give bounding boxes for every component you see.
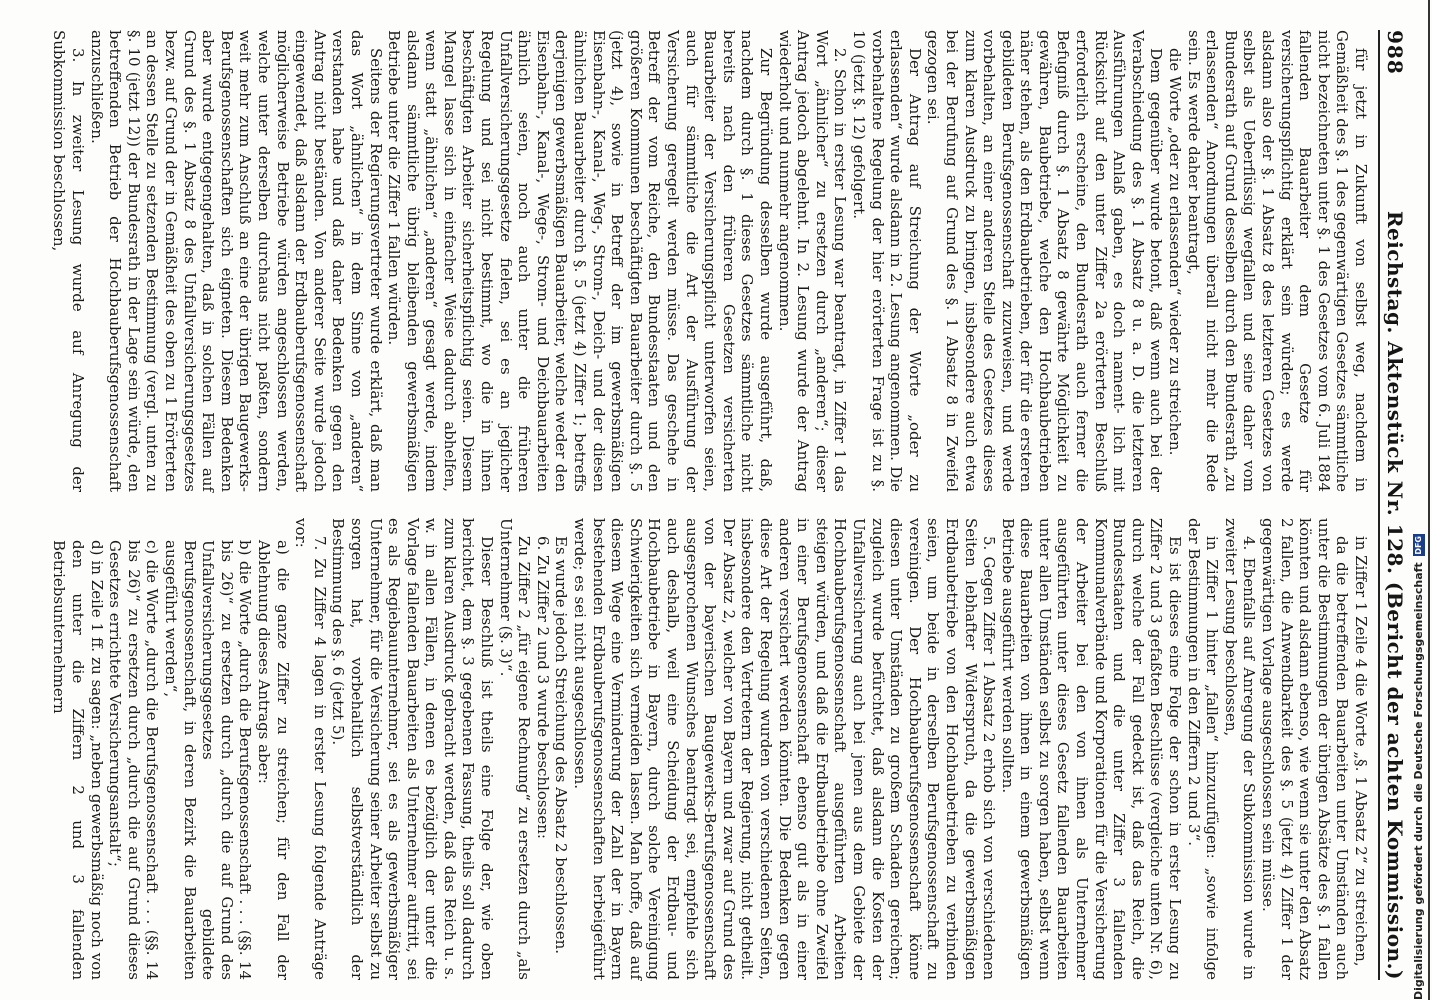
right-column — [50, 518, 1370, 980]
rotated-page — [50, 30, 1410, 990]
page-number: 988 — [1383, 30, 1407, 75]
page-header — [1378, 30, 1410, 980]
left-column-paragraph: Der Antrag auf Streichung der Worte „oder zu erlassenden“ wurde alsdann in 2. Lesung angenommen. Die vorbehaltene Regelung der hier erörterten Frage ist zu §. 10 (jetzt §. 12) gefolgert. — [849, 30, 924, 492]
right-column-paragraph: in Ziffer 1 hinter „fallen“ hinzuzufügen: „sowie infolge der Bestimmungen in den Ziffern 2 und 3“. — [1184, 518, 1222, 980]
left-column — [50, 30, 1370, 492]
right-column-paragraph: in Ziffer 1 Zeile 4 die Worte „§. 1 Absatz 2“ zu streichen, — [1352, 536, 1370, 967]
right-column-paragraph: 7. Zu Ziffer 4 lagen in erster Lesung folgende Anträge vor: — [292, 518, 329, 980]
left-column-paragraph: die Worte „oder zu erlassenden“ wieder zu streichen. — [1166, 48, 1185, 456]
left-column-paragraph: für jetzt in Zukunft von selbst weg, nachdem in Gemäßheit des §. 1 des gegenwärtigen Gesetzes sämmtliche nicht bezeichneten unter §. 1 des Gesetzes vom 6. Juli 1884 fallenden Bauarbeiter dem Gesetze für versicherungspflichtig erklärt sein würden; es werde alsdann also der §. 1 Absatz 8 des letzteren Gesetzes von selbst als Ueberflüssig wegfallen und seine daher vom Bundesrath auf Grund desselben durch den Bundesrath „zu erlassenden“ Anordnungen überall nicht mehr die Rede sein. Es werde daher beantragt, — [1184, 30, 1370, 492]
scan-edge-line — [1428, 0, 1430, 1000]
left-column-paragraph: Dem gegenüber wurde betont, daß wenn auch bei der Verabschiedung des §. 1 Absatz 8 u. a. D. die letzteren Ausführungen Anlaß gaben, es doch nament- lich mit Rücksicht auf den unter Ziffer 2a erörterten Beschluß erforderlich erscheine, den Bundesrath auch ferner die Befugniß durch §. 1 Absatz 8 gewährte Möglichkeit zu gewähren, Baubetriebe, welche den Hochbaubetrieben näher stehen, als den Erdbaubetrieben, der für die ersteren gebildeten Berufsgenossenschaft zuzuweisen, und werde vorbehalten, an einer anderen Stelle des Gesetzes dieses zum klaren Ausdruck zu bringen, insbesondere auch etwa bei der Berufung auf Grund des §. 1 Absatz 8 in Zweifel gezogen sei. — [924, 30, 1166, 492]
right-column-paragraph: c) die Worte „durch die Berufsgenossenschaft . . . (§§. 14 bis 26)“ zu ersetzen durch „durch die auf Grund dieses Gesetzes errichtete Versicherungsanstalt“; — [106, 540, 162, 980]
left-column-paragraph: Zur Begründung desselben wurde ausgeführt, daß, nachdem durch §. 1 dieses Gesetzes sämmtliche nicht bereits nach den früheren Gesetzen versicherten Bauarbeiter der Versicherungspflicht unterworfen seien, auch für sämmtliche die Art der Ausführung der Versicherung geregelt werden müsse. Das geschehe in Betreff der vom Reiche, den Bundesstaaten und den größeren Kommunen beschäftigten Bauarbeiter durch §. 5 (jetzt 4), sowie in Betreff der im gewerbsmäßigen Eisenbahn-, Kanal-, Weg-, Strom-, Deich- und der diesen ähnlichen Bauarbeiter durch §. 5 (jetzt 4) Ziffer 1; betreffs derjenigen gewerbsmäßigen Bauarbeiter, welche weder den Eisenbahn-, Kanal-, Wege-, Strom- und Deichbauarbeiten ähnlich seien, noch auch unter die früheren Unfallversicherungsgesetze fielen, sei es an jeglicher Regelung und sei nicht bestimmt, wo die in ihnen beschäftigten Arbeiter sicherheitspflichtig seien. Diesem Mangel lasse sich in einfacher Weise dadurch abhelfen, wenn statt „ähnlichen“ „anderen“ gesagt werde, indem alsdann sämmtliche übrig bleibenden gewerbsmäßigen Betriebe unter die Ziffer 1 fallen würden. — [385, 30, 775, 492]
right-column-paragraph: da die betreffenden Bauarbeiten unter Umständen auch unter die Bestimmungen der übrigen Absätze des §. 1 fallen könnten und alsdann ebenso, wie wenn sie unter den Absatz 2 fallen, die Anwendbarkeit des §. 5 (jetzt 4) Ziffer 1 der gegenwärtigen Vorlage ausgeschlossen sein müsse. — [1259, 518, 1352, 980]
text-columns — [50, 30, 1370, 980]
left-column-paragraph: 2. Schon in erster Lesung war beantragt, in Ziffer 1 das Wort „ähnlicher“ zu ersetzen durch „anderen“; dieser Antrag jedoch abgelehnt. In 2. Lesung wurde der Antrag wiederholt und nunmehr angenommen. — [775, 30, 850, 492]
right-column-paragraph: Es wurde jedoch Streichung des Absatz 2 beschlossen. — [552, 536, 571, 955]
right-column-paragraph: Zu Ziffer 2 „für eigene Rechnung“ zu ersetzen durch „als Unternehmer (§. 3)“. — [496, 518, 534, 980]
right-column-paragraph: 4. Ebenfalls auf Anregung der Subkommission wurde in zweiter Lesung beschlossen, — [1221, 518, 1259, 980]
left-column-paragraph: Seitens der Regierungsvertreter wurde erklärt, daß man das Wort „ähnlichen“ in dem Sinne von „anderen“ verstanden habe und daß daher Bedenken gegen den Antrag nicht beständen. Von anderer Seite wurde jedoch eingewendet, daß alsdann der Erdbauberufsgenossenschaft möglicherweise Betriebe würden angeschlossen werden, welche unter derselben durchaus nicht paßten, sondern weit mehr zum Anschluß an eine der übrigen Baugewerks-Berufsgenossenschaften sich eigneten. Diesem Bedenken aber wurde entgegengehalten, daß in solchen Fällen auf Grund des §. 1 Absatz 8 des Unfallversicherungsgesetzes bezw. auf Grund der in Gemäßheit des oben zu 1 Erörterten an dessen Stelle zu setzenden Bestimmung (vergl. unten zu §. 10 (jetzt 12)) der Bundesrath in der Lage sein würde, den betreffenden Betrieb der Hochbauberufsgenossenschaft anzuschließen. — [87, 30, 385, 492]
right-column-paragraph: Dieser Beschluß ist theils eine Folge der, wie oben berichtet, dem §. 3 gegebenen Fassung, theils soll dadurch zum klaren Ausdruck gebracht werden, daß das Reich u. s. w. in allen Fällen, in denen es bezüglich der unter die Vorlage fallenden Bauarbeiten als Unternehmer auftritt, sei es als Regiebauunternehmer, sei es als gewerbsmäßiger Unternehmer, für die Versicherung seiner Arbeiter selbst zu sorgen hat, vorbehaltlich selbstverständlich der Bestimmung des §. 6 (jetzt 5). — [329, 518, 497, 980]
left-column-paragraph: 3. In zweiter Lesung wurde auf Anregung der Subkommission beschlossen, — [50, 30, 88, 492]
right-column-paragraph: 6. Zu Ziffer 2 und 3 wurde beschlossen: — [533, 536, 552, 839]
right-column-paragraph: 5. Gegen Ziffer 1 Absatz 2 erhob sich von verschiedenen Seiten lebhafter Widerspruch, da die gewerbsmäßigen Erdbaubetriebe von den Hochbaubetrieben zu verbinden seien, um beide in derselben Berufsgenossenschaft zu vereinigen. Der Hochbauberufsgenossenschaft könne diesen unter Umständen zu großem Schaden gereichen; zugleich wurde befürchtet, daß alsdann die Kosten der Unfallversicherung auch bei jenen aus dem Gebiete der Hochbauberufsgenossenschaft ausgeführten Arbeiten steigen würden, und daß die Erdbaubetriebe ohne Zweifel in einer Berufsgenossenschaft ebenso gut als in einer anderen versichert werden könnten. Die Bedenken gegen diese Art der Regelung wurden von verschiedenen Seiten, insbesondere den Vertretern der Regierung, nicht getheilt. Der Absatz 2, welcher von Bayern und zwar auf Grund des von der bayerischen Baugewerks-Berufsgenossenschaft ausgesprochenen Wunsches beantragt sei, empfehle sich auch deshalb, weil eine Scheidung der Erdbau- und Hochbaubetriebe in Bayern, durch solche Vereinigung Schwierigkeiten sich vermeiden lassen. Man hoffe, daß auf diesem Wege eine Verminderung der Zahl der in Bayern bestehenden Erdbauberufsgenossenschaften herbeigeführt werde; es sei nicht ausgeschlossen. — [571, 518, 999, 980]
right-column-paragraph: b) die Worte „durch die Berufsgenossenschaft . . . (§§. 14 bis 26)“ zu ersetzen durch „durch die auf Grund des Unfallversicherungsgesetzes gebildete Berufsgenossenschaft, in deren Bezirk die Bauarbeiten ausgeführt werden“, — [162, 540, 255, 980]
dfg-logo: DFG — [1413, 536, 1423, 555]
right-column-paragraph: a) die ganze Ziffer zu streichen; für den Fall der Ablehnung dieses Antrags aber: — [254, 540, 292, 980]
running-title: Reichstag. Aktenstück Nr. 128. (Bericht der achten Kommission.) — [1383, 210, 1407, 980]
credit-text: Digitalisierung gefördert durch die Deutsche Forschungsgemeinschaft — [1412, 562, 1425, 1000]
right-column-paragraph: d) in Zeile 1 ff. zu sagen: „neben gewerbsmäßig noch von den unter die Ziffern 2 und 3 fallenden Betriebsunternehmern — [50, 540, 106, 980]
digitization-credit — [1412, 534, 1425, 1000]
right-column-paragraph: Es ist dieses eine Folge der schon in erster Lesung zu Ziffer 2 und 3 gefaßten Beschlüsse (vergleiche unten Nr. 6), durch welche der Fall gedeckt ist, daß das Reich, die Bundesstaaten und die unter Ziffer 3 fallenden Kommunalverbände und Korporationen für die Versicherung der Arbeiter bei den von ihnen als Unternehmer ausgeführten unter dieses Gesetz fallenden Bauarbeiten unter allen Umständen selbst zu sorgen haben, selbst wenn diese Bauarbeiten von ihnen in einem gewerbsmäßigen Betriebe ausgeführt werden sollten. — [998, 518, 1185, 980]
